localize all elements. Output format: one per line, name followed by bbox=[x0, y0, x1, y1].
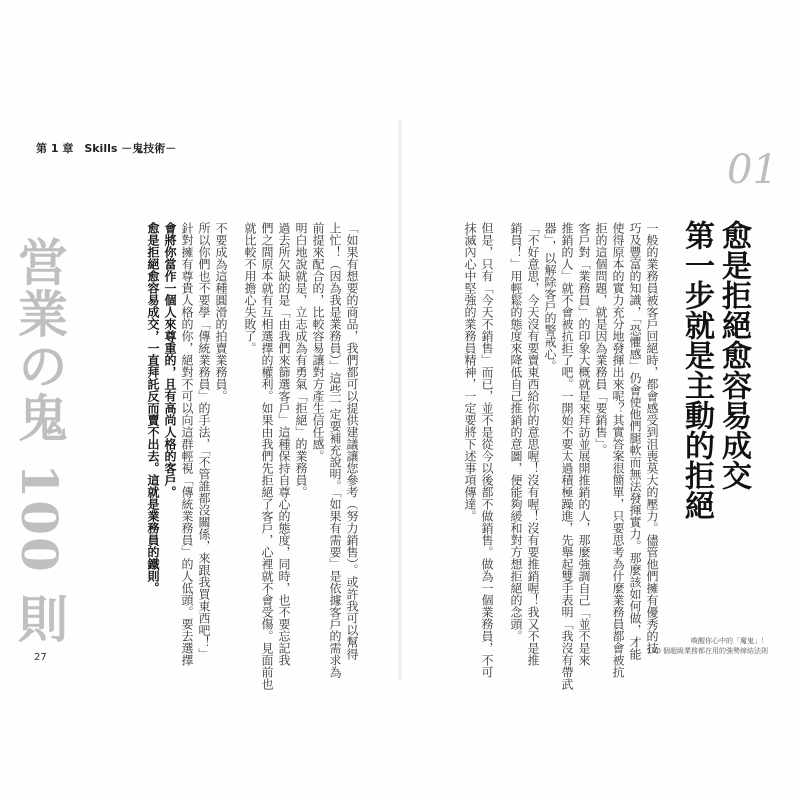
text-column: 上忙！（因為我是業務員）」這些一定要補充說明。「如果有需要」是依據客戶的需求為 bbox=[328, 222, 342, 678]
text-column: 「如果有想要的商品，我們都可以提供建議讓您參考（努力銷售）。或許我可以幫得 bbox=[345, 222, 359, 660]
text-column: 器」，以解除客戶的警戒心。 bbox=[543, 222, 557, 372]
footer-line-1: 喚醒你心中的「魔鬼」！ bbox=[691, 637, 768, 645]
text-column: 過去所欠缺的是「由我們來篩選客戶」這種保持自尊心的態度，同時，也不要忘記我 bbox=[277, 222, 291, 666]
text-column: 愈是拒絕愈容易成交，一直拜託反而賣不出去。這就是業務員的鐵則。 bbox=[146, 222, 160, 594]
footer-line-2: 100 個超級業務都在用的強勢締結法則 bbox=[647, 647, 768, 655]
text-column: 使得原本的實力充分地發揮出來呢？其實答案很簡單，只要思考為什麼業務員都會被抗 bbox=[611, 222, 625, 678]
page-number: 27 bbox=[34, 652, 47, 663]
text-column: 們之間原本就有互相選擇的權利。如果由我們先拒絕了客戶，心裡就不會受傷。見面前也 bbox=[260, 222, 274, 690]
text-column: 一般的業務員被客戶回絕時，都會感受到沮喪莫大的壓力。儘管他們擁有優秀的技 bbox=[645, 222, 659, 654]
book-gutter bbox=[398, 120, 402, 680]
text-column: 但是，只有「今天不銷售」而已，並不是從今以後都不做銷售。做為一個業務員，不可 bbox=[480, 222, 494, 678]
text-column: 前提來配合的，比較容易讓對方產生信任感。 bbox=[311, 222, 325, 462]
text-column: 針對擁有尊貴人格的你，絕對不可以向這群輕視「傳統業務員」的人低頭。要去選擇 bbox=[180, 222, 194, 666]
text-column: 就比較不用擔心失敗了。 bbox=[243, 222, 257, 354]
text-column: 會將你當作一個人來尊重的，且有高尚人格的客戶。 bbox=[163, 222, 177, 498]
text-column: 拒的這個問題，就是因為業務員「要銷售」。 bbox=[594, 222, 608, 456]
book-title-watermark: 営業の鬼 100 則 bbox=[10, 236, 69, 646]
text-column: 抹滅內心中堅強的業務員精神，一定要將下述事項傳達。 bbox=[463, 222, 477, 522]
section-title-line-1: 愈是拒絕愈容易成交 bbox=[716, 220, 751, 490]
chapter-number: 01 bbox=[727, 147, 778, 193]
chapter-header: 第 1 章 Skills －鬼技術－ bbox=[36, 142, 177, 155]
text-column: 巧及豐富的知識，「恐懼感」仍會使他們腿軟而無法發揮實力。那麼該如何做，才能 bbox=[628, 222, 642, 660]
text-column: 明白地說就是，立志成為有勇氣「拒絕」的業務員。 bbox=[294, 222, 308, 498]
text-column: 所以你們也不要學「傳統業務員」的手法，「不管誰都沒關係，來跟我買東西吧！」 bbox=[197, 222, 211, 660]
text-column: 不要成為這種圓滑的拍賣業務員。 bbox=[214, 222, 228, 402]
text-column: 客戶對「業務員」的印象大概就是來拜訪並展開推銷的人，那麼強調自己「並不是來 bbox=[577, 222, 591, 666]
text-column: 推銷的人」就不會被抗拒了吧。一開始不要太過積極躁進，先舉起雙手表明「我沒有帶武 bbox=[560, 222, 574, 690]
text-column: 銷員！」用輕鬆的態度來降低自己推銷的意圖，便能夠緩和對方想拒絕的念頭。 bbox=[509, 222, 523, 642]
running-footer bbox=[598, 636, 768, 656]
section-title-line-2: 第一步就是主動的拒絕 bbox=[679, 220, 714, 520]
text-column: 「不好意思，今天沒有要賣東西給你的意思喔！沒有喔！沒有要推銷喔！我又不是推 bbox=[526, 222, 540, 666]
